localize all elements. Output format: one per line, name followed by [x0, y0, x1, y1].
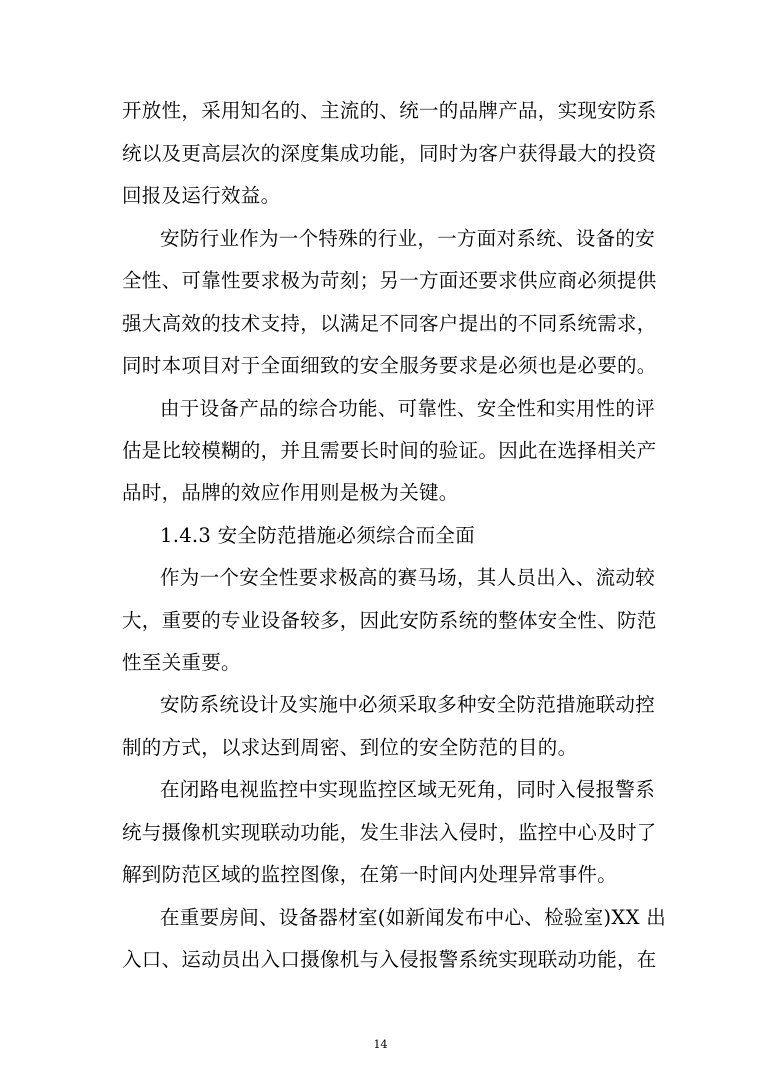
- text-line: 估是比较模糊的，并且需要长时间的验证。因此在选择相关产: [122, 439, 657, 462]
- text-line: 性至关重要。: [122, 651, 241, 674]
- text-line: 开放性，采用知名的、主流的、统一的品牌产品，实现安防系: [122, 99, 657, 122]
- page-number: 14: [373, 1038, 388, 1051]
- paragraph-first-line: 在闭路电视监控中实现监控区域无死角，同时入侵报警系: [160, 778, 656, 801]
- text-line: 统与摄像机实现联动功能，发生非法入侵时，监控中心及时了: [122, 821, 657, 844]
- text-line: 大，重要的专业设备较多，因此安防系统的整体安全性、防范: [122, 609, 657, 632]
- text-line: 同时本项目对于全面细致的安全服务要求是必须也是必要的。: [122, 354, 657, 377]
- paragraph-first-line: 由于设备产品的综合功能、可靠性、安全性和实用性的评: [160, 397, 656, 420]
- text-line: 回报及运行效益。: [122, 184, 281, 207]
- text-line: 全性、可靠性要求极为苛刻；另一方面还要求供应商必须提供: [122, 269, 657, 292]
- text-line: 统以及更高层次的深度集成功能，同时为客户获得最大的投资: [122, 142, 657, 165]
- paragraph-first-line: 安防系统设计及实施中必须采取多种安全防范措施联动控: [160, 693, 656, 716]
- text-line: 品时，品牌的效应作用则是极为关键。: [122, 481, 459, 504]
- text-line: 解到防范区域的监控图像，在第一时间内处理异常事件。: [122, 863, 618, 886]
- paragraph-first-line: 在重要房间、设备器材室(如新闻发布中心、检验室)XX 出: [160, 906, 667, 929]
- section-heading: 1.4.3 安全防范措施必须综合而全面: [160, 524, 476, 547]
- text-line: 制的方式，以求达到周密、到位的安全防范的目的。: [122, 736, 578, 759]
- text-line: 入口、运动员出入口摄像机与入侵报警系统实现联动功能，在: [122, 948, 657, 971]
- paragraph-first-line: 作为一个安全性要求极高的赛马场，其人员出入、流动较: [160, 566, 656, 589]
- text-line: 强大高效的技术支持，以满足不同客户提出的不同系统需求，: [122, 312, 657, 335]
- paragraph-first-line: 安防行业作为一个特殊的行业，一方面对系统、设备的安: [160, 227, 656, 250]
